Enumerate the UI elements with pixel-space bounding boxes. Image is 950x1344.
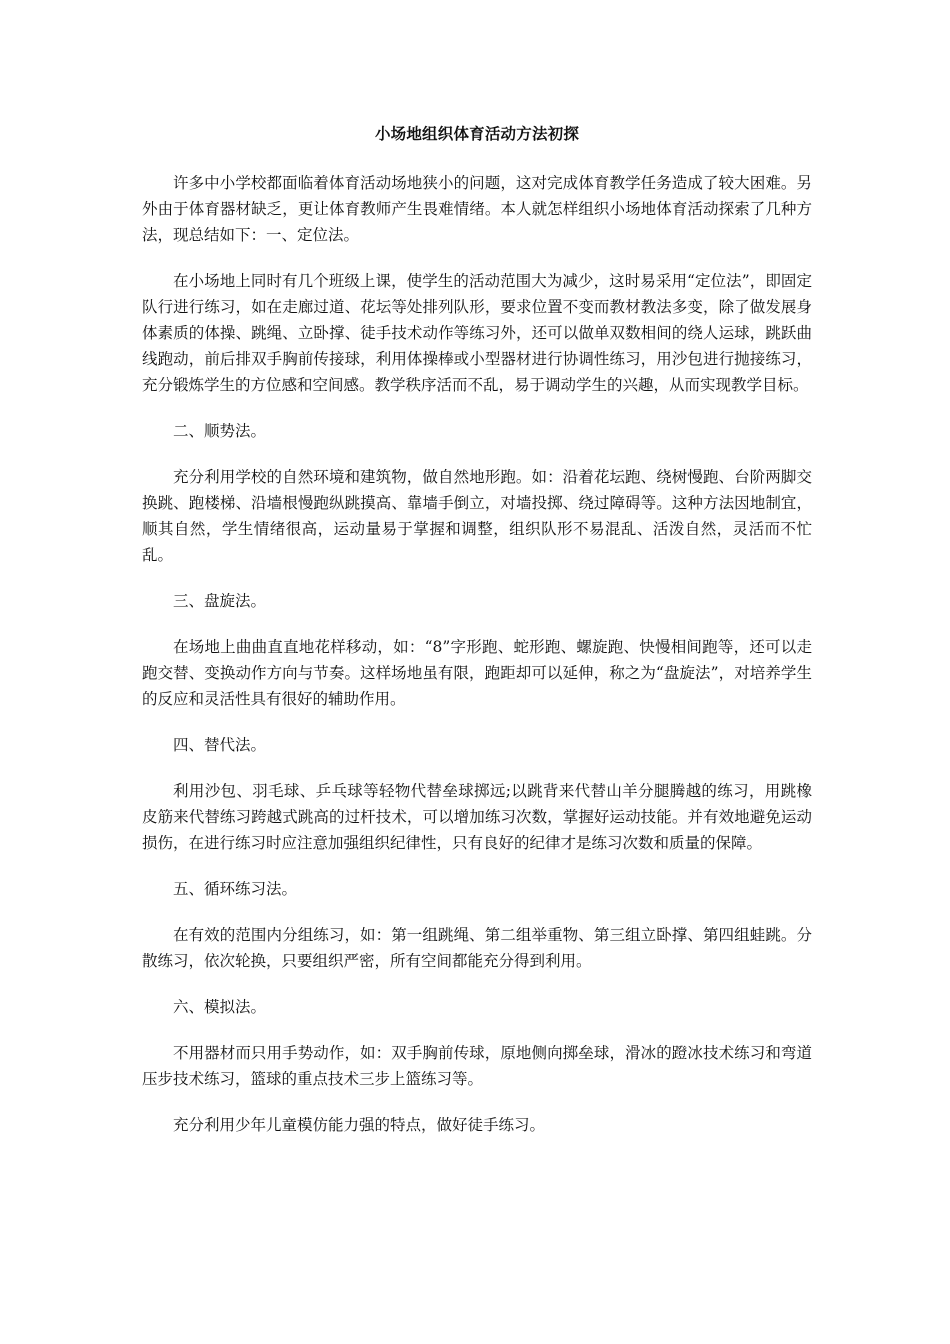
section-heading-2: 二、顺势法。	[173, 422, 267, 440]
section-heading-3: 三、盘旋法。	[173, 592, 267, 610]
section-heading-6: 六、模拟法。	[173, 998, 267, 1016]
paragraph-terrain-method: 充分利用学校的自然环境和建筑物，做自然地形跑。如：沿着花坛跑、绕树慢跑、台阶两脚交换跳、跑楼梯、沿墙根慢跑纵跳摸高、靠墙手倒立，对墙投掷、绕过障碍等。这种方法因地制宜，顺其自然，学生情绪很高，运动量易于掌握和调整，组织队形不易混乱、活泼自然，灵活而不忙乱。	[142, 468, 812, 564]
paragraph-simulation-method: 不用器材而只用手势动作，如：双手胸前传球，原地侧向掷垒球，滑冰的蹬冰技术练习和弯道压步技术练习，篮球的重点技术三步上篮练习等。	[142, 1044, 812, 1088]
paragraph-spiral-method: 在场地上曲曲直直地花样移动，如：“8”字形跑、蛇形跑、螺旋跑、快慢相间跑等，还可以走跑交替、变换动作方向与节奏。这样场地虽有限，跑距却可以延伸，称之为“盘旋法”，对培养学生的反应和灵活性具有很好的辅助作用。	[142, 638, 812, 708]
intro-paragraph: 许多中小学校都面临着体育活动场地狭小的问题，这对完成体育教学任务造成了较大困难。另外由于体育器材缺乏，更让体育教师产生畏难情绪。本人就怎样组织小场地体育活动探索了几种方法，现总结如下：一、定位法。	[142, 174, 812, 244]
section-heading-5: 五、循环练习法。	[173, 880, 298, 898]
paragraph-substitution-method: 利用沙包、羽毛球、乒乓球等轻物代替垒球掷远;以跳背来代替山羊分腿腾越的练习，用跳橡皮筋来代替练习跨越式跳高的过杆技术，可以增加练习次数，掌握好运动技能。并有效地避免运动损伤，在进行练习时应注意加强组织纪律性，只有良好的纪律才是练习次数和质量的保障。	[142, 782, 812, 852]
paragraph-positioning-method: 在小场地上同时有几个班级上课，使学生的活动范围大为减少，这时易采用“定位法”，即固定队行进行练习，如在走廊过道、花坛等处排列队形，要求位置不变而教材教法多变，除了做发展身体素质的体操、跳绳、立卧撑、徒手技术动作等练习外，还可以做单双数相间的绕人运球，跳跃曲线跑动，前后排双手胸前传接球，利用体操棒或小型器材进行协调性练习，用沙包进行抛接练习，充分锻炼学生的方位感和空间感。教学秩序活而不乱，易于调动学生的兴趣，从而实现教学目标。	[142, 272, 812, 394]
document-body	[142, 121, 812, 1158]
section-heading-4: 四、替代法。	[173, 736, 267, 754]
paragraph-circuit-method: 在有效的范围内分组练习，如：第一组跳绳、第二组举重物、第三组立卧撑、第四组蛙跳。分散练习，依次轮换，只要组织严密，所有空间都能充分得到利用。	[142, 926, 812, 970]
document-title: 小场地组织体育活动方法初探	[374, 124, 580, 143]
paragraph-closing: 充分利用少年儿童模仿能力强的特点，做好徒手练习。	[173, 1116, 546, 1134]
